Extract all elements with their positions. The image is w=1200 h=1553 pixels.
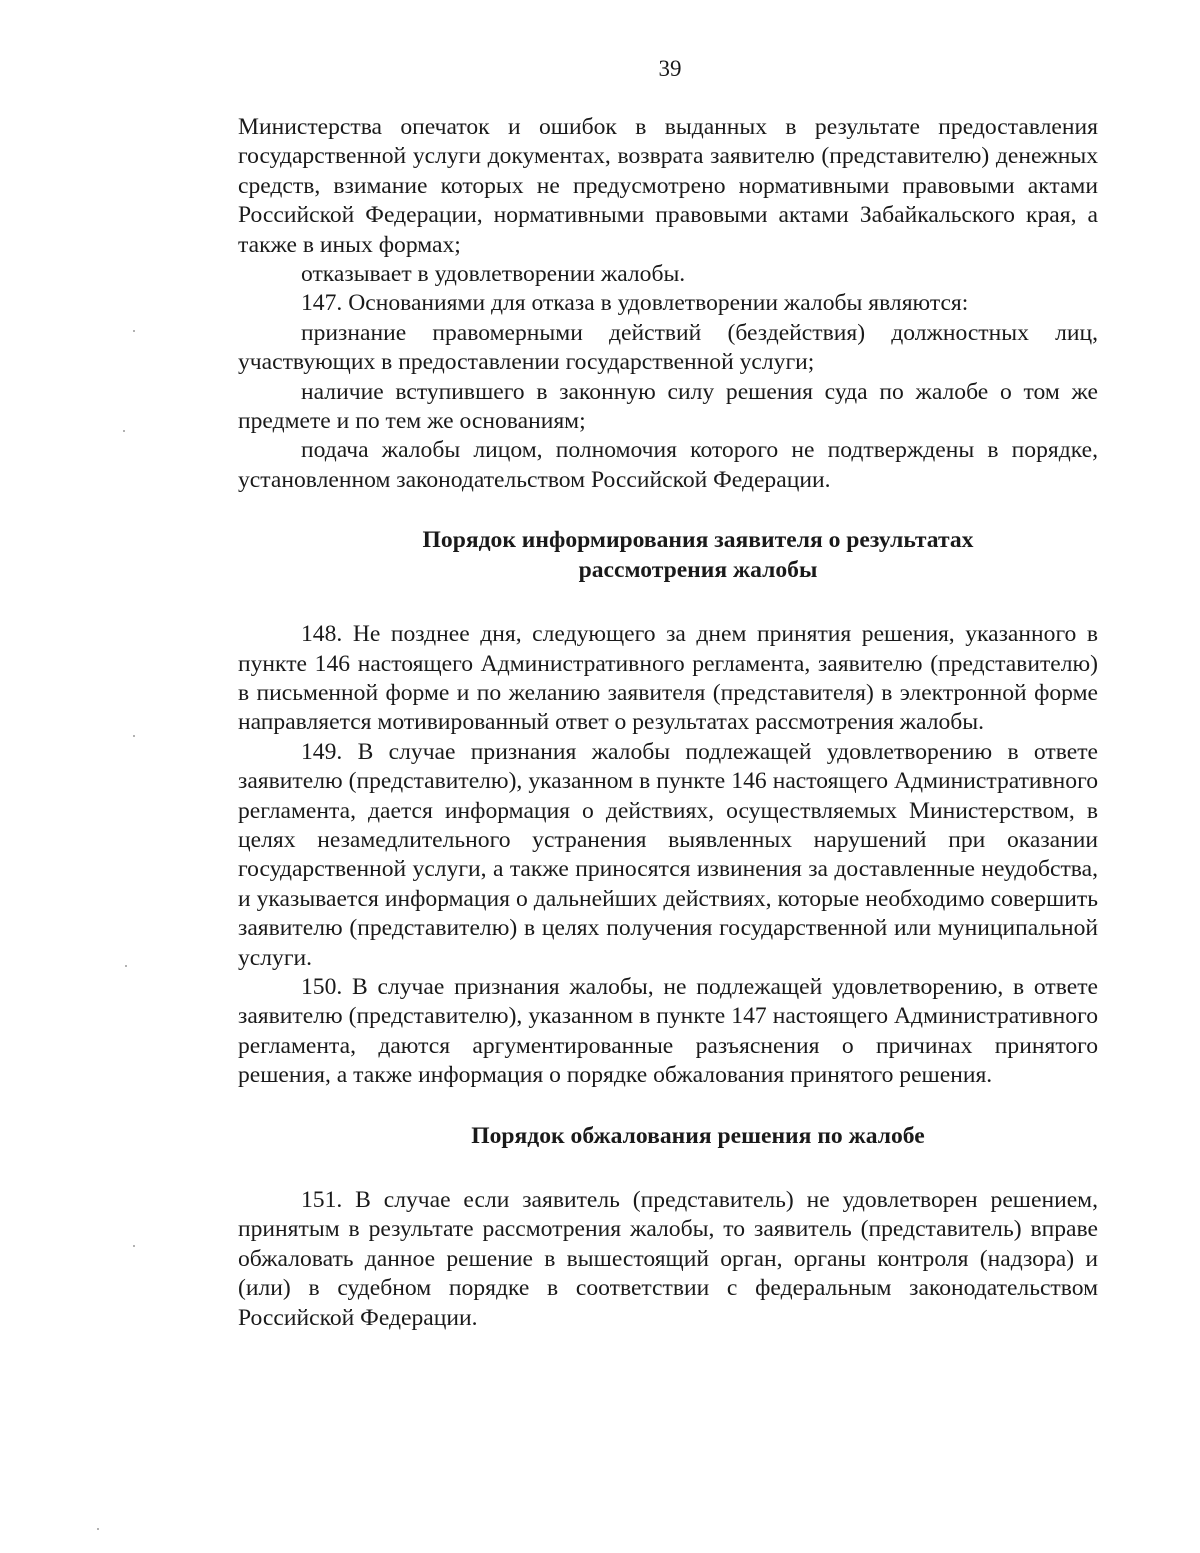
scan-speck: [133, 330, 135, 332]
scan-speck: [133, 1245, 135, 1247]
paragraph-151: 151. В случае если заявитель (представитель) не удовлетворен решением, принятым в результате рассмотрения жалобы, то заявитель (представитель) вправе обжаловать данное решение в вышестоящий орган, органы контроля (надзора) и (или) в судебном порядке в соответствии с федеральным законодательством Российской Федерации.: [238, 1187, 1098, 1331]
scan-speck: [97, 1528, 99, 1530]
scan-speck: [123, 430, 125, 432]
section-heading: [238, 526, 1098, 585]
paragraph: подача жалобы лицом, полномочия которого не подтверждены в порядке, установленном законодательством Российской Федерации.: [238, 437, 1098, 493]
page-number: 39: [658, 56, 682, 81]
paragraph-149: 149. В случае признания жалобы подлежащей удовлетворению в ответе заявителю (представителю), указанном в пункте 146 настоящего Административного регламента, дается информация о действиях, осуществляемых Министерством, в целях незамедлительного устранения выявленных нарушений при оказании государственной услуги, а также приносятся извинения за доставленные неудобства, и указывается информация о дальнейших действиях, которые необходимо совершить заявителю (представителю) в целях получения государственной или муниципальной услуги.: [238, 738, 1098, 971]
document-body: [238, 113, 1098, 1333]
paragraph: отказывает в удовлетворении жалобы.: [301, 261, 686, 288]
scan-speck: [125, 965, 127, 967]
section-heading-line: Порядок информирования заявителя о результатах: [422, 527, 974, 554]
section-heading-line: рассмотрения жалобы: [578, 556, 818, 583]
paragraph: наличие вступившего в законную силу решения суда по жалобе о том же предмете и по тем же основаниям;: [238, 378, 1098, 435]
paragraph-148: 148. Не позднее дня, следующего за днем принятия решения, указанного в пункте 146 настоящего Административного регламента, заявителю (представителю) в письменной форме и по желанию заявителя (представителя) в электронной форме направляется мотивированный ответ о результатах рассмотрения жалобы.: [238, 621, 1098, 736]
paragraph: признание правомерными действий (бездействия) должностных лиц, участвующих в предоставлении государственной услуги;: [238, 319, 1098, 376]
paragraph-150: 150. В случае признания жалобы, не подлежащей удовлетворению, в ответе заявителю (представителю), указанном в пункте 147 настоящего Административного регламента, даются аргументированные разъяснения о причинах принятого решения, а также информация о порядке обжалования принятого решения.: [238, 973, 1098, 1089]
section-heading: [238, 1122, 1098, 1151]
paragraph: 147. Основаниями для отказа в удовлетворении жалобы являются:: [301, 290, 969, 317]
scan-speck: [133, 735, 135, 737]
paragraph: Министерства опечаток и ошибок в выданных в результате предоставления государственной услуги документах, возврата заявителю (представителю) денежных средств, взимание которых не предусмотрено нормативными правовыми актами Российской Федерации, нормативными правовыми актами Забайкальского края, а также в иных формах;: [238, 114, 1098, 258]
section-heading-line: Порядок обжалования решения по жалобе: [471, 1122, 925, 1149]
